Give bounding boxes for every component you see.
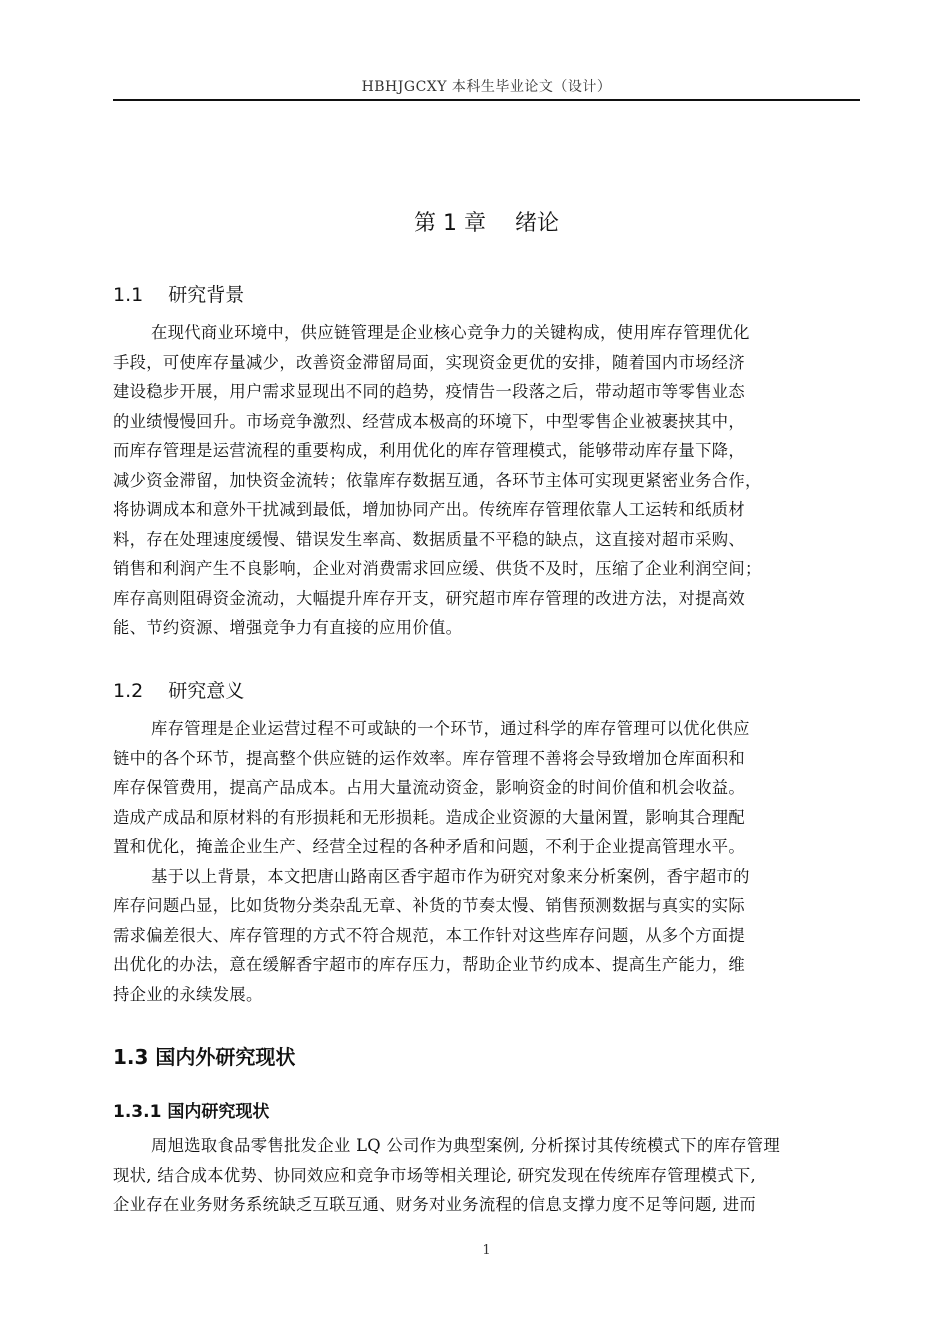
text-line: 料，存在处理速度缓慢、错误发生率高、数据质量不平稳的缺点，这直接对超市采购、 (113, 529, 745, 549)
section-heading-1-3: 1.3 国内外研究现状 (113, 1045, 296, 1069)
running-header: HBHJGCXY 本科生毕业论文（设计） (361, 79, 612, 95)
paragraph-domestic-research (113, 1131, 860, 1220)
section-heading-1-1: 1.1 研究背景 (113, 284, 245, 306)
text-line: 的业绩慢慢回升。市场竞争激烈、经营成本极高的环境下，中型零售企业被裹挟其中， (113, 411, 745, 431)
section-heading-1-2: 1.2 研究意义 (113, 680, 245, 702)
text-line: 能、节约资源、增强竞争力有直接的应用价值。 (113, 618, 463, 637)
text-line: 周旭选取食品零售批发企业 LQ 公司作为典型案例, 分析探讨其传统模式下的库存管理 (151, 1136, 781, 1155)
paragraph-research-significance (113, 714, 860, 1009)
text-line: 基于以上背景，本文把唐山路南区香宇超市作为研究对象来分析案例，香宇超市的 (151, 866, 750, 886)
text-line: 将协调成本和意外干扰减到最低，增加协同产出。传统库存管理依靠人工运转和纸质材 (113, 500, 745, 519)
text-line: 销售和利润产生不良影响，企业对消费需求回应缓、供货不及时，压缩了企业利润空间； (113, 559, 762, 578)
text-line: 置和优化，掩盖企业生产、经营全过程的各种矛盾和问题，不利于企业提高管理水平。 (113, 837, 745, 856)
text-line: 手段，可使库存量减少，改善资金滞留局面，实现资金更优的安排，随着国内市场经济 (113, 352, 745, 372)
text-line: 在现代商业环境中，供应链管理是企业核心竞争力的关键构成，使用库存管理优化 (151, 323, 750, 342)
page-number: 1 (482, 1243, 491, 1258)
text-line: 现状, 结合成本优势、协同效应和竞争市场等相关理论, 研究发现在传统库存管理模式下, (113, 1165, 756, 1185)
chapter-title: 第 1 章 绪论 (414, 211, 559, 236)
text-line: 建设稳步开展，用户需求显现出不同的趋势，疫情告一段落之后，带动超市等零售业态 (113, 382, 745, 401)
text-line: 出优化的办法，意在缓解香宇超市的库存压力，帮助企业节约成本、提高生产能力，维 (113, 955, 745, 974)
text-line: 而库存管理是运营流程的重要构成，利用优化的库存管理模式，能够带动库存量下降， (113, 441, 745, 460)
text-line: 需求偏差很大、库存管理的方式不符合规范，本工作针对这些库存问题，从多个方面提 (113, 925, 745, 945)
text-line: 企业存在业务财务系统缺乏互联互通、财务对业务流程的信息支撑力度不足等问题, 进而 (113, 1195, 757, 1214)
subsection-heading-1-3-1: 1.3.1 国内研究现状 (113, 1102, 270, 1122)
paragraph-research-background (113, 318, 860, 643)
text-line: 库存管理是企业运营过程不可或缺的一个环节，通过科学的库存管理可以优化供应 (151, 719, 750, 738)
text-line: 减少资金滞留，加快资金流转；依靠库存数据互通，各环节主体可实现更紧密业务合作， (113, 470, 762, 490)
text-line: 造成产成品和原材料的有形损耗和无形损耗。造成企业资源的大量闲置，影响其合理配 (113, 807, 745, 827)
text-line: 链中的各个环节，提高整个供应链的运作效率。库存管理不善将会导致增加仓库面积和 (113, 748, 745, 768)
header-rule (113, 99, 860, 101)
text-line: 库存保管费用，提高产品成本。占用大量流动资金，影响资金的时间价值和机会收益。 (113, 778, 745, 797)
text-line: 持企业的永续发展。 (113, 984, 263, 1004)
text-line: 库存高则阻碍资金流动，大幅提升库存开支，研究超市库存管理的改进方法，对提高效 (113, 588, 745, 608)
text-line: 库存问题凸显，比如货物分类杂乱无章、补货的节奏太慢、销售预测数据与真实的实际 (113, 896, 745, 915)
